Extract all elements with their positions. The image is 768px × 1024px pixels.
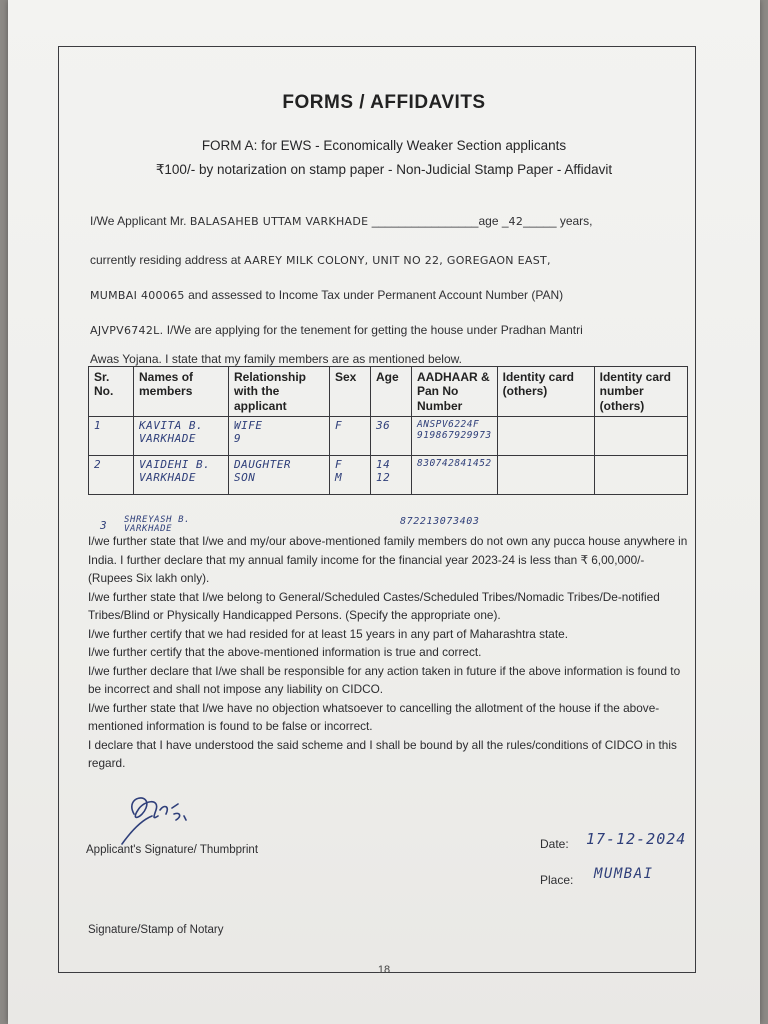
applicant-signature bbox=[112, 786, 232, 846]
row2-age-text: 14 bbox=[376, 458, 391, 472]
row2-relationship bbox=[229, 456, 330, 495]
declaration-item: I/we further state that I/we and my/our above-mentioned family members do not own any pucca house anywhere in India. I further declare that my annual family income for the financial year 2023-24 is less than ₹ 6,00,000/- (Rupees Six lakh only). bbox=[88, 534, 688, 585]
applicant-signature-label: Applicant's Signature/ Thumbprint bbox=[86, 844, 259, 856]
date-label: Date: bbox=[540, 837, 569, 851]
declaration-item: I/we further certify that the above-mentioned information is true and correct. bbox=[88, 645, 482, 659]
row1-id-number bbox=[594, 417, 687, 456]
table-row bbox=[89, 456, 688, 495]
row1-id-card bbox=[497, 417, 594, 456]
row1-age: 36 bbox=[371, 417, 412, 456]
table-header-row bbox=[89, 367, 688, 417]
row2-age bbox=[371, 456, 412, 495]
declaration-item: I/we further declare that I/we shall be responsible for any action taken in future if the above information is found to be incorrect and shall not impose any liability on CIDCO. bbox=[88, 663, 681, 696]
address-prefix: currently residing address at bbox=[90, 253, 245, 267]
table-row bbox=[89, 417, 688, 456]
row1-relationship bbox=[229, 417, 330, 456]
row2-sex bbox=[330, 456, 371, 495]
extra-entry-sr: 3 bbox=[100, 519, 108, 532]
applicant-age: 42 bbox=[508, 215, 524, 228]
address-part-a: AAREY MILK COLONY, UNIT NO 22, GOREGAON EAST, bbox=[244, 254, 551, 267]
stamp-paper-subtitle: ₹100/- by notarization on stamp paper - Non-Judicial Stamp Paper - Affidavit bbox=[155, 162, 613, 177]
row2-sex-note: M bbox=[335, 470, 343, 484]
family-members-table bbox=[88, 366, 688, 495]
row1-name: KAVITA B. VARKHADE bbox=[134, 417, 229, 456]
place-value: MUMBAI bbox=[594, 866, 654, 882]
header-relationship: Relationship with the applicant bbox=[229, 367, 330, 417]
intro-line-4 bbox=[90, 323, 583, 337]
row2-sr: 2 bbox=[89, 456, 134, 495]
row2-sex-text: F bbox=[335, 458, 343, 472]
date-value: 17-12-2024 bbox=[586, 830, 687, 848]
notary-signature-label: Signature/Stamp of Notary bbox=[88, 924, 224, 936]
row2-id-card bbox=[497, 456, 594, 495]
intro-line-1 bbox=[90, 214, 593, 228]
intro-line-3 bbox=[90, 288, 563, 302]
pan-statement: and assessed to Income Tax under Permanent Account Number (PAN) bbox=[184, 288, 564, 302]
row1-aadhaar-pan: ANSPV6224F 919867929973 bbox=[412, 417, 498, 456]
extra-entry-aadhaar: 872213073403 bbox=[400, 516, 480, 527]
row2-relation-text: DAUGHTER bbox=[234, 458, 291, 472]
header-sex: Sex bbox=[330, 367, 371, 417]
row2-name: VAIDEHI B. VARKHADE bbox=[134, 456, 229, 495]
declarations bbox=[88, 532, 690, 773]
row1-sr: 1 bbox=[89, 417, 134, 456]
row2-id-number bbox=[594, 456, 687, 495]
intro-line-5: Awas Yojana. I state that my family members are as mentioned below. bbox=[90, 352, 462, 366]
header-age: Age bbox=[371, 367, 412, 417]
row2-aadhaar-pan: 830742841452 bbox=[412, 456, 498, 495]
row1-relation-text: WIFE bbox=[234, 419, 263, 433]
header-identity-card: Identity card (others) bbox=[497, 367, 594, 417]
name-blank: ________________ bbox=[368, 214, 479, 228]
declaration-item: I/we further state that I/we belong to General/Scheduled Castes/Scheduled Tribes/Nomadic Tribes/De-notified Tribes/Blind or Physically Handicapped Persons. (Specify the appropriate one). bbox=[88, 589, 660, 622]
age-suffix: _____ years, bbox=[523, 214, 593, 228]
header-names: Names of members bbox=[134, 367, 229, 417]
row2-relation-note: SON bbox=[234, 470, 256, 484]
intro-line-2 bbox=[90, 253, 551, 267]
header-aadhaar-pan: AADHAAR & Pan No Number bbox=[412, 367, 498, 417]
row1-relation-note: 9 bbox=[234, 431, 242, 445]
applicant-name: BALASAHEB UTTAM VARKHADE bbox=[189, 215, 369, 228]
declaration-item: I declare that I have understood the said scheme and I shall be bound by all the rules/conditions of CIDCO in this regard. bbox=[88, 737, 677, 770]
header-sr-no: Sr. No. bbox=[89, 367, 134, 417]
declaration-item: I/we further certify that we had resided for at least 15 years in any part of Maharashtra state. bbox=[88, 626, 568, 641]
scheme-statement: I/We are applying for the tenement for getting the house under Pradhan Mantri bbox=[163, 323, 583, 337]
age-label: age _ bbox=[478, 214, 509, 228]
declaration-item: I/we further state that I/we have no objection whatsoever to cancelling the allotment of the house if the above-mentioned information is found to be false or incorrect. bbox=[88, 700, 660, 733]
place-label: Place: bbox=[540, 873, 574, 887]
header-identity-number: Identity card number (others) bbox=[594, 367, 687, 417]
address-part-b: MUMBAI 400065 bbox=[90, 289, 185, 302]
row1-sex: F bbox=[330, 417, 371, 456]
row2-age-note: 12 bbox=[376, 470, 391, 484]
page-number: 18 bbox=[377, 964, 391, 976]
pan-number: AJVPV6742L. bbox=[90, 324, 164, 337]
form-subtitle: FORM A: for EWS - Economically Weaker Section applicants bbox=[201, 138, 567, 153]
page-title: FORMS / AFFIDAVITS bbox=[282, 92, 486, 113]
extra-entry-name: SHREYASH B. VARKHADE bbox=[124, 515, 191, 534]
intro-prefix: I/We Applicant Mr. bbox=[90, 214, 190, 228]
